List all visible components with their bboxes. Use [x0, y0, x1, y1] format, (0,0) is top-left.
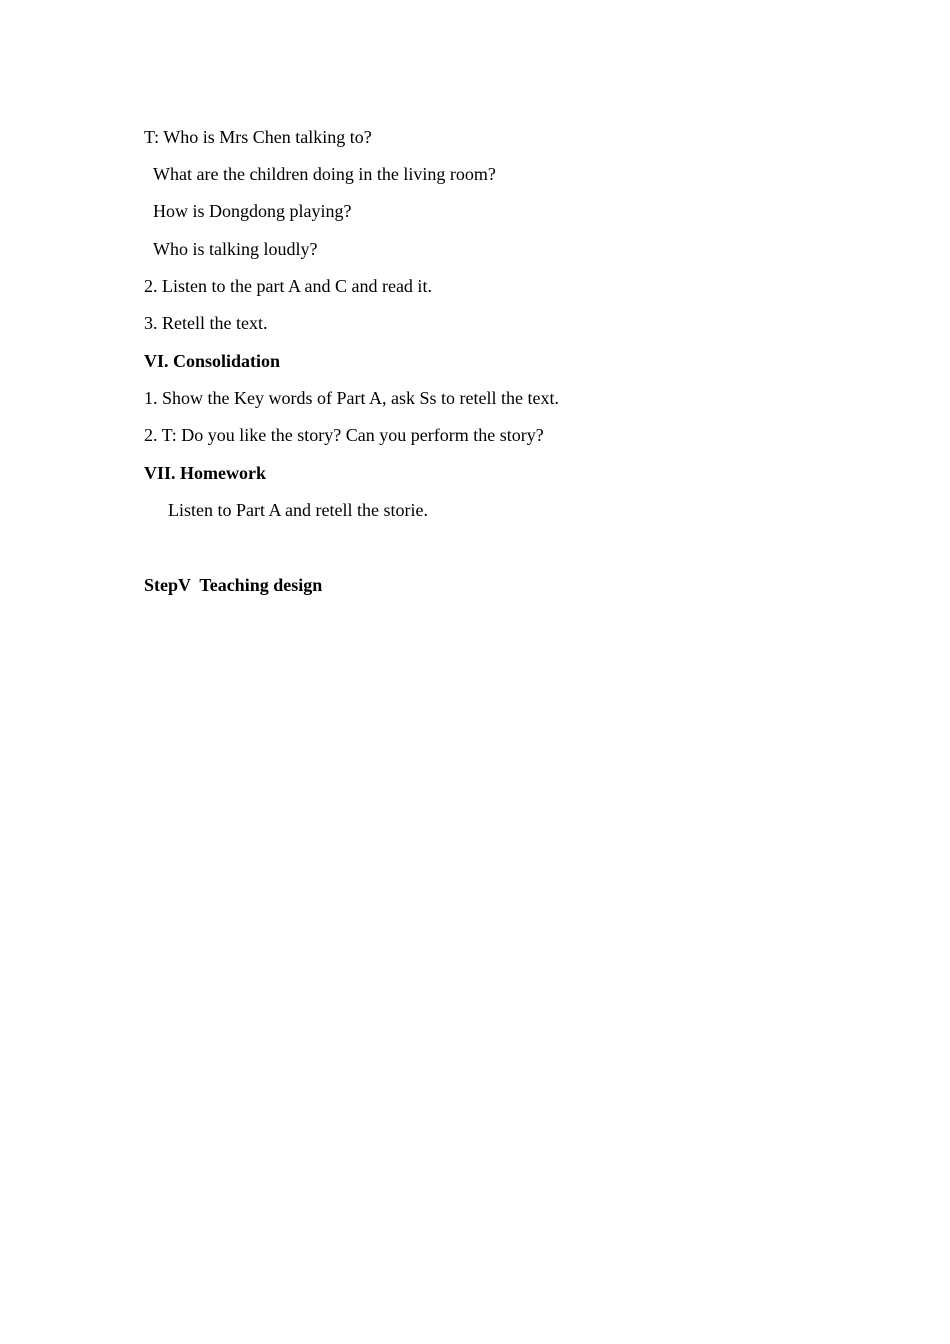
step-listen-read: 2. Listen to the part A and C and read it.	[144, 276, 432, 296]
section-heading-homework: VII. Homework	[144, 463, 266, 483]
question-line-children-doing: What are the children doing in the living room?	[153, 164, 496, 184]
homework-item: Listen to Part A and retell the storie.	[168, 500, 428, 520]
section-heading-consolidation: VI. Consolidation	[144, 351, 281, 371]
question-line-dongdong-playing: How is Dongdong playing?	[153, 201, 352, 221]
section-heading-teaching-design: StepV Teaching design	[144, 575, 323, 595]
consolidation-item-1: 1. Show the Key words of Part A, ask Ss to retell the text.	[144, 388, 559, 408]
question-line-who-talking: T: Who is Mrs Chen talking to?	[144, 127, 372, 147]
step-retell: 3. Retell the text.	[144, 313, 268, 333]
consolidation-item-2: 2. T: Do you like the story? Can you perform the story?	[144, 425, 544, 445]
question-line-talking-loudly: Who is talking loudly?	[153, 239, 318, 259]
